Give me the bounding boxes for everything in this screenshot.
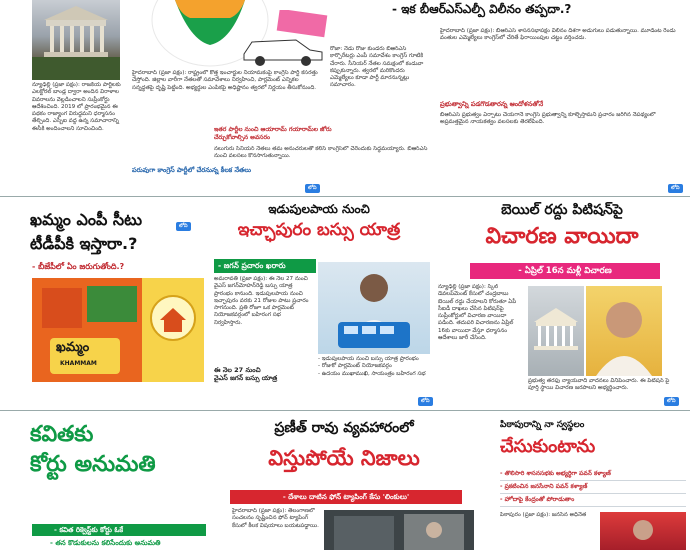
col1-story <box>32 82 122 188</box>
person-icon <box>426 522 442 538</box>
pawan-story <box>500 512 596 550</box>
khammam-headline-2: టీడీపీకి ఇస్తారా.? <box>30 234 138 253</box>
khammam-collage <box>32 278 204 382</box>
praneeth-tag: - దేశాలు దాటిన ఫోన్ ట్యాపింగ్ కేసు 'లింకులు' <box>230 490 462 504</box>
praneeth-headline: విస్తుపోయే నిజాలు <box>268 446 420 470</box>
col2-caption: పరువుగా కాంగ్రెస్ పార్టీలో చేరనున్న కీలక నేతలు <box>132 166 251 174</box>
person-icon <box>360 274 388 302</box>
col3-subhead-1: ఇతర పార్టీల నుంచి ఆయారామ్ గయారామ్‌ల జోరు <box>214 126 332 133</box>
top-right-headline: - ఇక బీఆర్ఎస్ఎల్పీ విలీనం తప్పదా.? <box>392 2 572 16</box>
bail-story-2 <box>528 378 678 398</box>
jagan-bullets <box>318 356 430 378</box>
col4-subhead: ప్రభుత్వాన్ని పడగొడతారన్న ఆందోళనతోనే <box>440 100 544 108</box>
khammam-poster-text-en: KHAMMAM <box>60 360 97 367</box>
jagan-bullet-1: - ఇడుపులపాయ నుంచి బస్సు యాత్ర ప్రారంభం <box>318 356 419 362</box>
bail-tag: - ఏప్రిల్ 16న మళ్లీ విచారణ <box>470 263 660 279</box>
jagan-dateline-2: వైఎస్ జగన్ బస్సు యాత్ర <box>214 374 278 382</box>
col3-body1: రోజా: నేడు రోజు కుండరు బీఆర్ఎస్ కార్పొరేటర్లు ఎంపీ సమావేశం కాంగ్రెస్ గూటికి చేరారు. సీనియర్ నేతల సమక్షంలో కండువా కప్పుకున్నారు. త్వరలో మరికొందరు ఎమ్మెల్యేలు కూడా పార్టీ మారనున్నట్లు సమాచారం. <box>330 46 424 89</box>
jagan-bullet-2: - రోజుకో పార్లమెంట్ నియోజకవర్గం <box>318 363 392 370</box>
kavitha-tag-2: - తన కొడుకులను కలిసేందుకు అనుమతి <box>50 539 161 547</box>
jagan-more-badge[interactable]: లోని <box>418 397 433 406</box>
bail-body-2: ప్రభుత్వ తరఫు న్యాయవాది వాదనలు వినిపించారు. ఈ పిటిషన్ పై పూర్తి స్థాయి విచారణ జరపాలని అభ్యర్థించారు. <box>528 378 670 392</box>
khammam-more-badge[interactable]: లోని <box>176 222 191 231</box>
bail-headline: విచారణ వాయిదా <box>485 224 639 249</box>
praneeth-story <box>232 508 320 550</box>
jagan-tag: - జగన్ ప్రచారం ఖరారు <box>214 259 316 273</box>
col4-story <box>440 28 684 94</box>
crowd-photo-icon <box>42 288 82 328</box>
col2-more-badge[interactable]: లోని <box>305 184 320 193</box>
col4-more-badge[interactable]: లోని <box>668 184 683 193</box>
pawan-headline: చేసుకుంటాను <box>500 436 596 457</box>
col1-body: న్యూఢిల్లీ (ప్రజా పక్షం): రాజకీయ పార్టీలకు ఎలక్టోరల్ బాండ్ల ద్వారా అందిన విరాళాల వివరాలను వెల్లడించాలని సుప్రీంకోర్టు ఆదేశించింది. 2019 లో ప్రారంభమైన ఈ పథకం రాజ్యాంగ విరుద్ధమని ధర్మాసనం తేల్చింది. ఎస్బీఐ వద్ద ఉన్న సమాచారాన్ని ఈసీకి అందించాలని సూచించింది. <box>32 82 121 132</box>
car-flag-illustration <box>238 10 330 70</box>
jagan-dateline <box>214 366 314 382</box>
jagan-headline: ఇచ్ఛాపురం బస్సు యాత్ర <box>237 220 401 240</box>
bail-kicker: బెయిల్ రద్దు పిటిషన్‌పై <box>501 202 623 218</box>
pawan-body: పిఠాపురం (ప్రజా పక్షం): జనసేన అధినేత <box>500 512 587 518</box>
col2-body: హైదరాబాద్ (ప్రజా పక్షం): రాష్ట్రంలో కొత్త ఇంచార్జుల నియామకంపై కాంగ్రెస్ పార్టీ కసరత్తు చేస్తోంది. జిల్లాల వారీగా నేతలతో సమావేశాలు నిర్వహించి, పార్లమెంట్ ఎన్నికల సన్నద్ధతపై దృష్టి పెట్టింది. అభ్యర్థుల ఎంపికపై అధిష్టానం త్వరలో నిర్ణయం తీసుకోనుంది. <box>132 70 318 91</box>
bail-more-badge[interactable]: లోని <box>664 397 679 406</box>
jagan-dateline-1: ఈ నెల 27 నుంచి <box>214 366 261 374</box>
car-icon <box>244 40 322 60</box>
brs-flag-icon <box>277 10 328 37</box>
person-icon <box>633 520 653 540</box>
jagan-photo <box>318 262 430 354</box>
kavitha-headline-1: కవితకు <box>30 422 94 447</box>
jagan-kicker: ఇడుపులపాయ నుంచి <box>268 202 370 216</box>
col3-body2-block <box>214 146 436 190</box>
jagan-bullet-3: - ఉదయం ముఖాముఖి, సాయంత్రం బహిరంగ సభ <box>318 370 426 377</box>
praneeth-kicker: ప్రణీత్ రావు వ్యవహారంలో <box>274 420 414 436</box>
pawan-bullet-2: - ప్రకటించిన జనసేనాని పవన్ కళ్యాణ్ <box>500 481 686 494</box>
pawan-bullets <box>500 468 686 507</box>
pawan-kicker: పిఠాపురాన్ని నా స్వస్థలం <box>500 420 585 430</box>
section-divider-1 <box>0 196 690 197</box>
bail-photo-person <box>586 286 662 376</box>
kavitha-tag: - కవిత రిక్వెస్ట్‌కు కోర్టు ఓకే <box>32 524 206 536</box>
khammam-sub: - బీజేపీలో ఏం జరుగుతోంది.? <box>32 262 125 271</box>
col3-body2: నలుగురు సీనియర్ నేతలు తమ అనుచరులతో కలిసి కాంగ్రెస్‌లో చేరేందుకు సిద్ధమయ్యారు. బీఆర్ఎస్ నుంచి వలసలు కొనసాగుతున్నాయి. <box>214 146 428 160</box>
pawan-photo <box>600 512 686 550</box>
bus-icon <box>338 322 410 348</box>
bail-body: న్యూఢిల్లీ (ప్రజా పక్షం): స్కిల్ డెవలప్‌మెంట్ కేసులో చంద్రబాబు బెయిల్ రద్దు చేయాలని కోరుతూ ఏపీ సీఐడీ దాఖలు చేసిన పిటిషన్‌పై సుప్రీంకోర్టులో విచారణ వాయిదా పడింది. తదుపరి విచారణను ఏప్రిల్ 16కు వాయిదా వేస్తూ ధర్మాసనం ఆదేశాలు జారీ చేసింది. <box>438 284 517 342</box>
col4-body2-block <box>440 112 684 188</box>
col3-subhead <box>214 126 364 141</box>
section-divider-2 <box>0 410 690 411</box>
court-building-icon <box>32 0 120 80</box>
khammam-headline <box>30 208 205 256</box>
supreme-court-photo <box>32 0 120 80</box>
bail-story <box>438 284 524 398</box>
jagan-body: అమరావతి (ప్రజా పక్షం): ఈ నెల 27 నుంచి వైఎస్ జగన్‌మోహన్‌రెడ్డి బస్సు యాత్ర ప్రారంభం కానుంది. ఇడుపులపాయ నుంచి ఇచ్ఛాపురం వరకు 21 రోజుల పాటు ప్రచారం సాగనుంది. ప్రతి రోజూ ఒక పార్లమెంట్ నియోజకవర్గంలో బహిరంగ సభ నిర్వహిస్తారు. <box>214 276 309 326</box>
kavitha-headline <box>30 420 206 480</box>
col3-subhead-2: చేర్చుకోవాల్సిన అవసరం <box>214 133 271 141</box>
bail-photo-court <box>528 286 584 376</box>
jagan-story <box>214 276 310 364</box>
praneeth-body: హైదరాబాద్ (ప్రజా పక్షం): తెలంగాణలో సంచలనం సృష్టించిన ఫోన్ ట్యాపింగ్ కేసులో కీలక విషయాలు బయటపడ్డాయి. <box>232 508 319 529</box>
kavitha-headline-2: కోర్టు అనుమతి <box>30 452 156 477</box>
praneeth-photo <box>324 510 474 550</box>
pawan-bullet-3: - హోదాపై కేంద్రంతో పోరాడుతాం <box>500 494 686 507</box>
khammam-poster-text: ఖమ్మం <box>56 340 90 355</box>
col4-body2: బీఆర్ఎస్ ప్రభుత్వం ఏర్పాటు చేయగానే కాంగ్రెస్ ప్రభుత్వాన్ని కూల్చేస్తామని ప్రచారం జరిగిన నేపథ్యంలో అప్రమత్తమైన నాయకత్వం వలసలకు తెరలేపింది. <box>440 112 656 126</box>
pawan-bullet-1: - తొలిసారి శాసనసభకు అభ్యర్థిగా పవన్ కళ్యాణ్ <box>500 468 686 481</box>
col4-body: హైదరాబాద్ (ప్రజా పక్షం): బీఆర్ఎస్ శాసనసభాపక్షం విలీనం దిశగా అడుగులు పడుతున్నాయి. మూడింట రెండు వంతుల ఎమ్మెల్యేలు కాంగ్రెస్‌లో చేరితే ఫిరాయింపుల చట్టం వర్తించదు. <box>440 28 676 42</box>
col3-story <box>330 46 424 126</box>
person-icon <box>606 302 642 338</box>
khammam-headline-1: ఖమ్మం ఎంపీ సీటు <box>30 210 143 229</box>
